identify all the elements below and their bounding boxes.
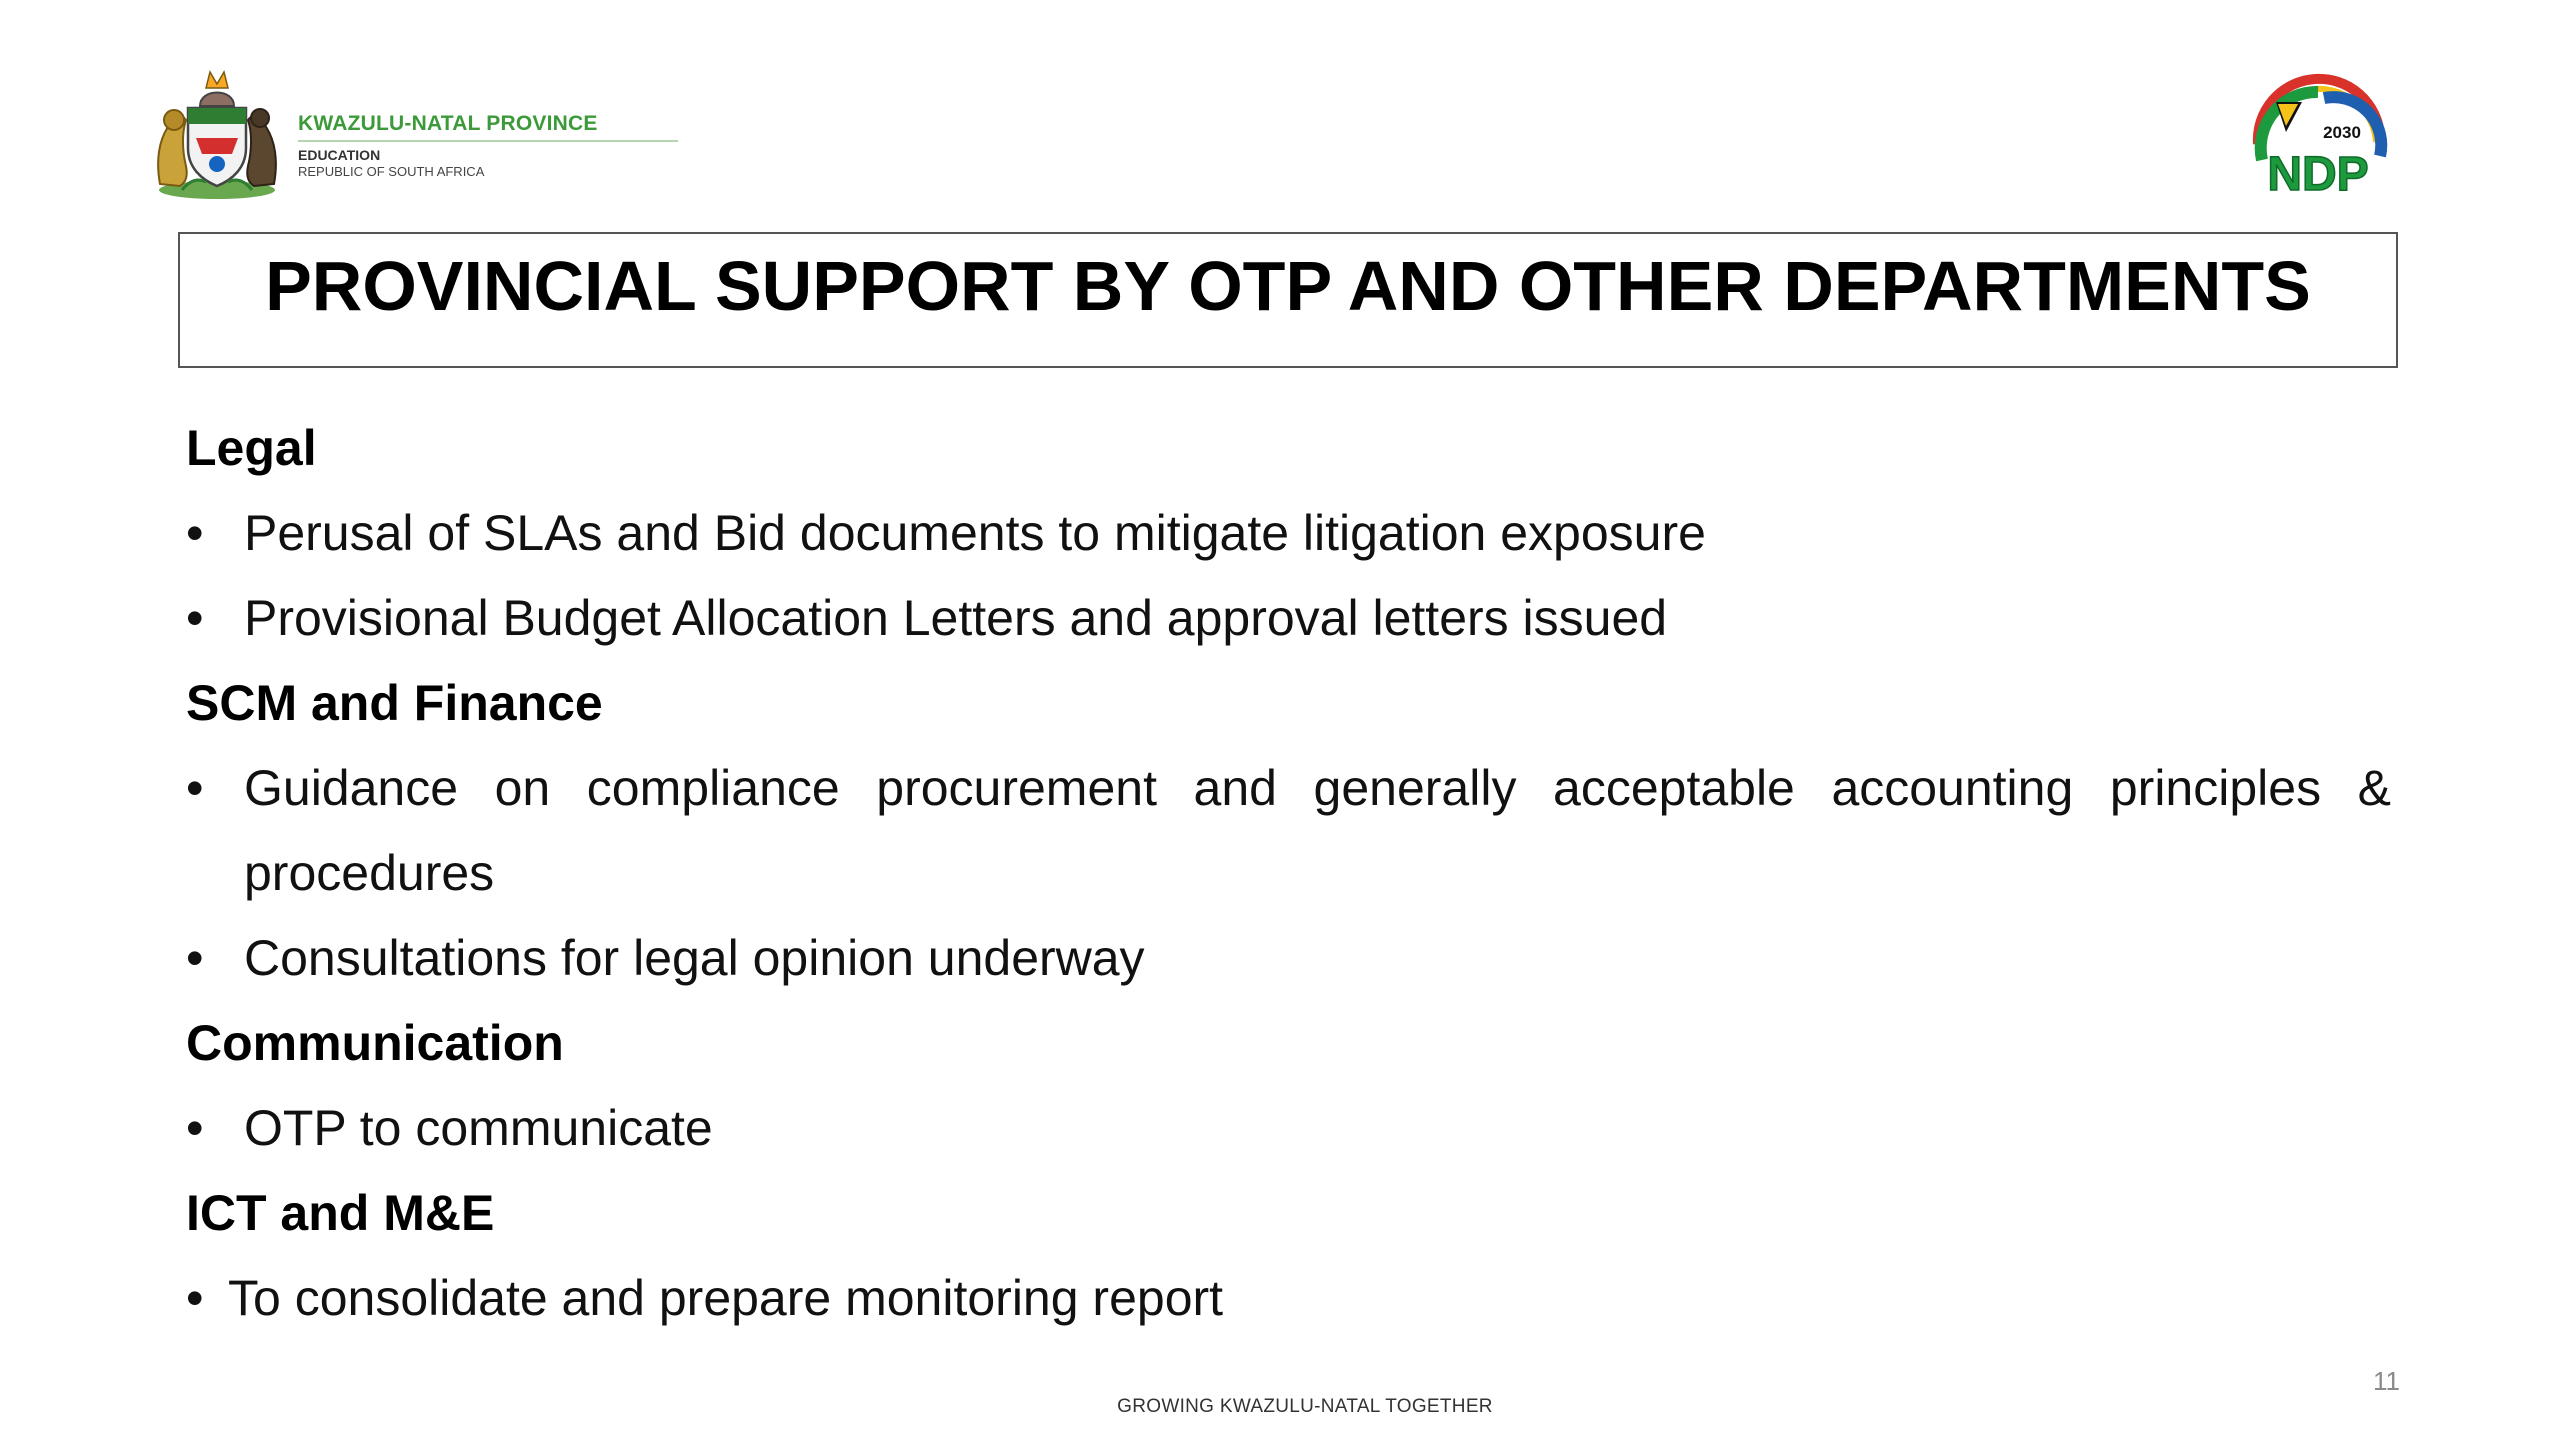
bullet-text: To consolidate and prepare monitoring report [228, 1270, 1224, 1326]
bullet-text: Guidance on compliance procurement and generally acceptable accounting principles & procedures [244, 760, 2391, 901]
bullet-item [186, 1256, 2391, 1341]
ndp-year-text: 2030 [2323, 123, 2361, 142]
ndp-mark-text: NDP [2267, 148, 2369, 201]
section-heading-scm-finance: SCM and Finance [186, 675, 603, 731]
ndp-2030-logo [2248, 72, 2390, 202]
bullet-item [186, 746, 2391, 916]
bullet-item [186, 916, 2391, 1001]
kzn-education-logo [152, 62, 672, 202]
footer-tagline: GROWING KWAZULU-NATAL TOGETHER [1117, 1396, 1493, 1417]
bullet-text: Consultations for legal opinion underway [244, 930, 1145, 986]
bullet-text: OTP to communicate [244, 1100, 713, 1156]
logo-department-name: EDUCATION [298, 147, 381, 163]
bullet-item [186, 491, 2391, 576]
slide-title: PROVINCIAL SUPPORT BY OTP AND OTHER DEPARTMENTS [265, 247, 2311, 325]
page-number: 11 [2373, 1366, 2400, 1396]
section-heading-ict-me: ICT and M&E [186, 1185, 495, 1241]
bullet-dot: • [186, 930, 204, 986]
bullet-dot: • [186, 505, 204, 561]
section-heading-communication: Communication [186, 1015, 564, 1071]
bullet-text: Perusal of SLAs and Bid documents to mitigate litigation exposure [244, 505, 1706, 561]
bullet-dot: • [186, 590, 204, 646]
title-box [178, 232, 2398, 368]
bullet-text: Provisional Budget Allocation Letters and approval letters issued [244, 590, 1668, 646]
bullet-dot: • [186, 1100, 204, 1156]
logo-province-name: KWAZULU-NATAL PROVINCE [298, 112, 678, 142]
bullet-dot: • [186, 760, 204, 816]
bullet-item [186, 576, 2391, 661]
bullet-item [186, 1086, 2391, 1171]
bullet-dot: • [186, 1270, 204, 1326]
logo-text-block [298, 112, 678, 179]
coat-of-arms-icon [152, 62, 282, 202]
section-heading-legal: Legal [186, 420, 317, 476]
logo-country-name: REPUBLIC OF SOUTH AFRICA [298, 164, 485, 179]
slide-content [186, 406, 2391, 1341]
